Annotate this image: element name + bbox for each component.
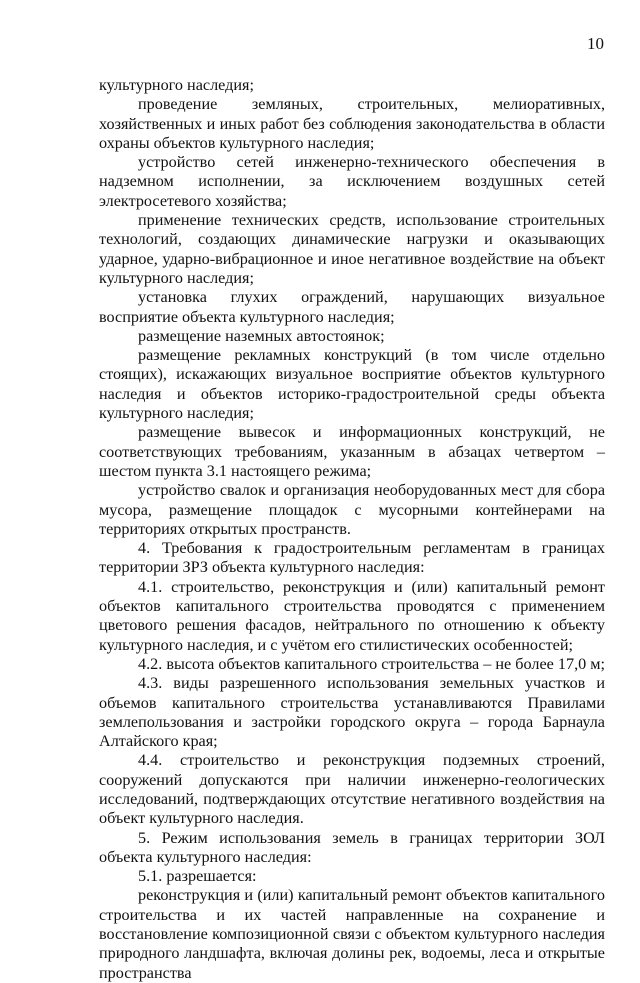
paragraph: 4.1. строительство, реконструкция и (или) капитальный ремонт объектов капитального строительства проводятся с применением цветового решения фасадов, нейтрального по отношению к объекту культурного наследия, и с учётом его стилистических особенностей;	[99, 577, 605, 654]
paragraph: культурного наследия;	[99, 76, 254, 94]
paragraph: 4.2. высота объектов капитального строительства – не более 17,0 м;	[138, 654, 606, 673]
document-body	[99, 76, 605, 983]
section-heading-4: 4. Требования к градостроительным регламентам в границах территории ЗРЗ объекта культурного наследия:	[99, 539, 605, 577]
paragraph: размещение рекламных конструкций (в том числе отдельно стоящих), искажающих визуальное восприятие объектов культурного наследия и объектов историко-градостроительной среды объекта культурного наследия;	[99, 346, 605, 423]
paragraph: устройство свалок и организация необорудованных мест для сбора мусора, размещение площадок с мусорными контейнерами на территориях открытых пространств.	[99, 481, 605, 538]
paragraph: применение технических средств, использование строительных технологий, создающих динамические нагрузки и оказывающих ударное, ударно-вибрационное и иное негативное воздействие на объект культурного наследия;	[99, 211, 605, 287]
paragraph: 5.1. разрешается:	[138, 867, 257, 886]
paragraph: размещение вывесок и информационных конструкций, не соответствующих требованиям, указанным в абзацах четвертом – шестом пункта 3.1 настоящего режима;	[99, 423, 605, 480]
paragraph: 4.3. виды разрешенного использования земельных участков и объемов капитального строительства устанавливаются Правилами землепользования и застройки городского округа – города Барнаула Алтайского края;	[99, 674, 605, 751]
paragraph: установка глухих ограждений, нарушающих визуальное восприятие объекта культурного наследия;	[99, 288, 605, 326]
section-heading-5: 5. Режим использования земель в границах территории ЗОЛ объекта культурного наследия:	[99, 828, 605, 866]
paragraph: проведение земляных, строительных, мелиоративных, хозяйственных и иных работ без соблюдения законодательства в области охраны объектов культурного наследия;	[99, 95, 605, 152]
paragraph: устройство сетей инженерно-технического обеспечения в надземном исполнении, за исключением воздушных сетей электросетевого хозяйства;	[99, 153, 605, 210]
paragraph: 4.4. строительство и реконструкция подземных строений, сооружений допускаются при наличии инженерно-геологических исследований, подтверждающих отсутствие негативного воздействия на объект культурного наследия.	[99, 751, 605, 828]
paragraph: реконструкция и (или) капитальный ремонт объектов капитального строительства и их частей направленные на сохранение и восстановление композиционной связи с объектом культурного наследия природного ландшафта, включая долины рек, водоемы, леса и открытые пространства	[99, 886, 605, 982]
paragraph: размещение наземных автостоянок;	[138, 326, 385, 345]
page-number: 10	[587, 34, 604, 53]
